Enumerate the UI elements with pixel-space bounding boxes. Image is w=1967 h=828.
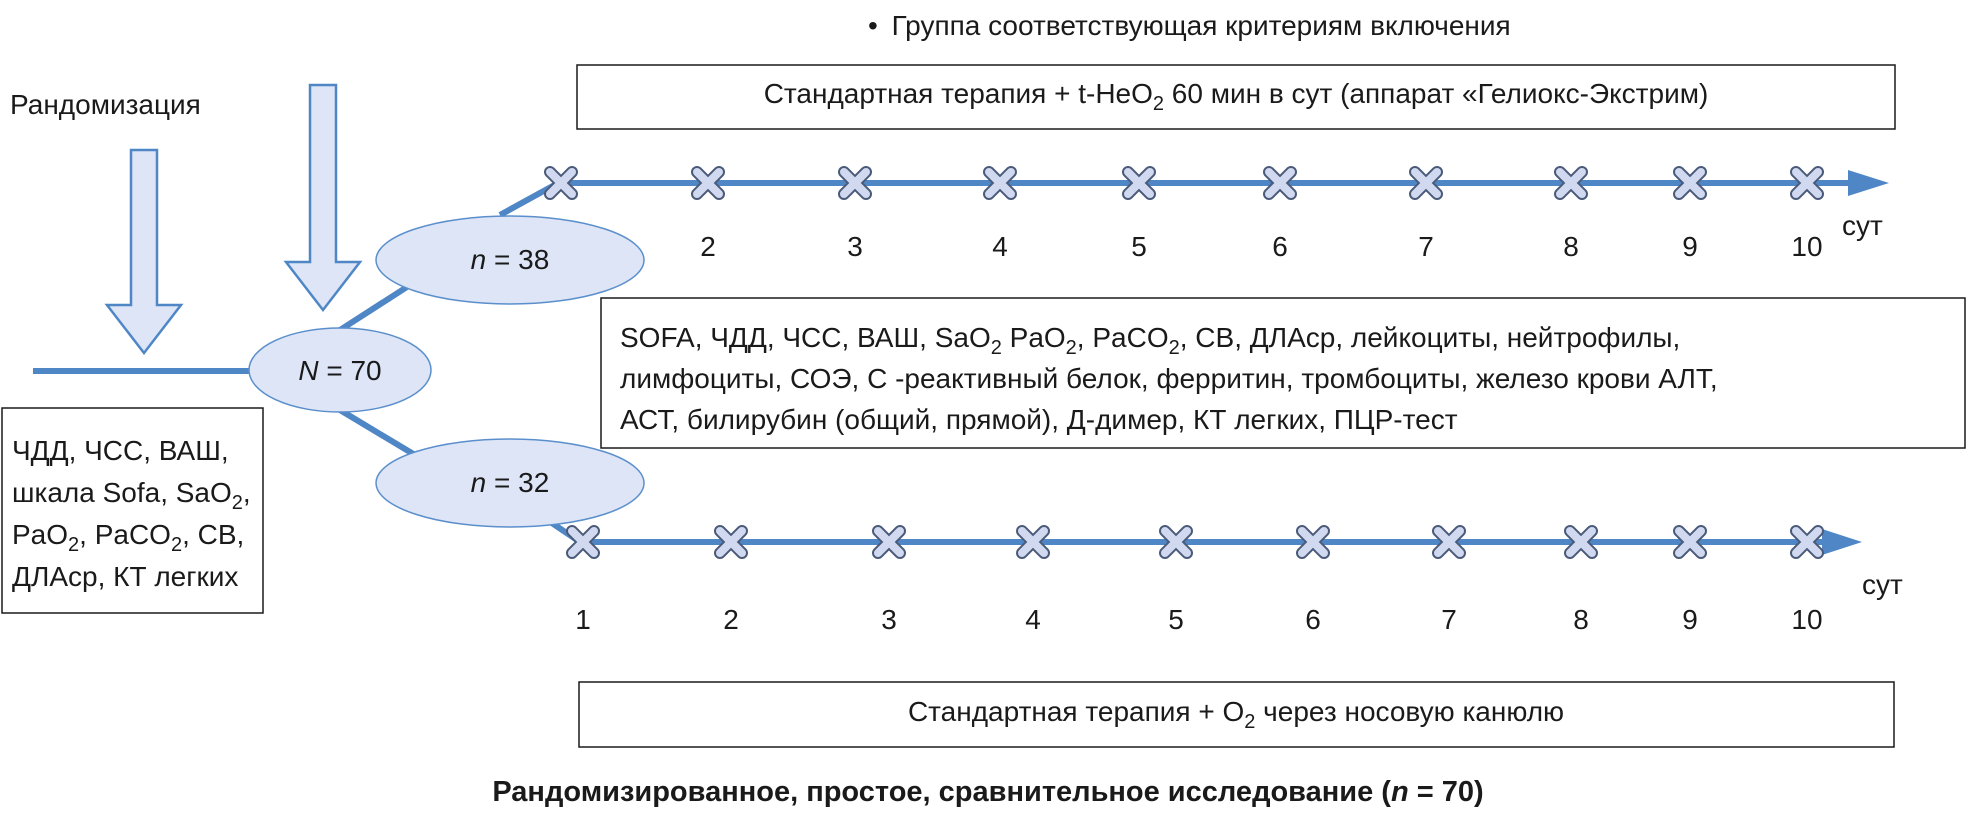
root-node-eq: = 70: [318, 355, 382, 386]
bottom-day-label: 5: [1168, 604, 1184, 635]
branch-down-line: [340, 410, 420, 458]
branch-up-line: [340, 285, 410, 330]
top-day-label: 8: [1563, 231, 1579, 262]
group-bottom-node-eq: = 32: [486, 467, 550, 498]
text-run: , PaCO: [79, 519, 171, 550]
down-arrow-icon: [107, 150, 181, 353]
text-run: шкала Sofa, SaO: [12, 477, 232, 508]
measures-line: [620, 363, 1718, 394]
root-node-var: N: [298, 355, 319, 386]
text-run: лимфоциты, СОЭ, С -реактивный белок, ферритин, тромбоциты, железо крови АЛТ,: [620, 363, 1718, 394]
text-run: PaO: [1001, 322, 1066, 353]
legend-text: Группа соответствующая критериям включения: [891, 10, 1511, 41]
caption-suffix: = 70): [1408, 776, 1484, 808]
caption-prefix: Рандомизированное, простое, сравнительное исследование (: [492, 776, 1391, 808]
measures-line: [620, 404, 1458, 435]
top-day-label: 7: [1418, 231, 1434, 262]
top-day-label: 9: [1682, 231, 1698, 262]
bottom-day-label: 4: [1025, 604, 1041, 635]
text-run: , PaCO: [1076, 322, 1169, 353]
text-run: через носовую канюлю: [1255, 696, 1565, 727]
subscript: 2: [231, 492, 243, 514]
top-timeline-unit: сут: [1842, 210, 1883, 241]
text-run: PaO: [12, 519, 69, 550]
text-run: ДЛАср, КТ легких: [12, 561, 239, 592]
group-top-node-var: n: [470, 244, 487, 275]
subscript: 2: [1065, 337, 1077, 359]
bottom-day-label: 2: [723, 604, 739, 635]
timeline-arrowhead-icon: [1822, 529, 1862, 555]
bottom-day-label: 7: [1441, 604, 1457, 635]
top-day-label: 10: [1791, 231, 1823, 262]
subscript: 2: [1168, 337, 1180, 359]
text-run: SOFA, ЧДД, ЧСС, ВАШ, SaO: [620, 322, 991, 353]
top-day-label: 6: [1272, 231, 1288, 262]
timeline-arrowhead-icon: [1848, 170, 1889, 196]
down-arrow-icon: [286, 85, 360, 310]
root-node: [249, 328, 431, 412]
bottom-day-label: 8: [1573, 604, 1589, 635]
legend: [868, 10, 1511, 41]
top-day-label: 5: [1131, 231, 1147, 262]
bottom-day-label: 9: [1682, 604, 1698, 635]
caption-var: n: [1390, 776, 1409, 808]
subscript: 2: [990, 337, 1002, 359]
bottom-timeline: [572, 529, 1903, 635]
group-top-node-label: [471, 244, 550, 275]
bottom-day-label: 1: [575, 604, 591, 635]
subscript: 2: [68, 534, 80, 556]
group-bottom-node: [376, 439, 644, 527]
top-day-label: 4: [992, 231, 1008, 262]
baseline-line: [12, 561, 238, 592]
text-run: АСТ, билирубин (общий, прямой), Д-димер, КТ легких, ПЦР-тест: [620, 404, 1458, 435]
subscript: 2: [1152, 93, 1165, 115]
bottom-day-label: 10: [1791, 604, 1823, 635]
baseline-line: [12, 435, 229, 466]
text-run: Стандартная терапия + O: [907, 696, 1245, 727]
top-timeline: [550, 170, 1889, 262]
text-run: ЧДД, ЧСС, ВАШ,: [12, 435, 229, 466]
baseline-box: [2, 408, 263, 613]
text-run: , СВ, ДЛАср, лейкоциты, нейтрофилы,: [1179, 322, 1681, 353]
legend-bullet: •: [868, 10, 878, 41]
subscript: 2: [170, 534, 183, 556]
text-run: , СВ,: [182, 519, 245, 550]
randomization-label: Рандомизация: [10, 89, 201, 120]
group-bottom-node-var: n: [470, 467, 487, 498]
top-therapy-box: [577, 65, 1895, 129]
bottom-timeline-unit: сут: [1862, 569, 1903, 600]
text-run: 60 мин в сут (аппарат «Гелиокс-Экстрим): [1164, 78, 1709, 109]
text-run: Стандартная терапия + t-HeO: [763, 78, 1153, 109]
top-day-label: 2: [700, 231, 716, 262]
top-day-label: 3: [847, 231, 863, 262]
caption: [492, 776, 1483, 808]
group-top-node: [376, 216, 644, 304]
measures-box: [601, 298, 1965, 448]
root-node-label: [298, 355, 381, 386]
subscript: 2: [1244, 711, 1256, 733]
bottom-day-label: 3: [881, 604, 897, 635]
text-run: ,: [242, 477, 251, 508]
bottom-day-label: 6: [1305, 604, 1321, 635]
group-top-node-eq: = 38: [486, 244, 550, 275]
bottom-therapy-box: [579, 682, 1894, 747]
group-bottom-node-label: [471, 467, 550, 498]
